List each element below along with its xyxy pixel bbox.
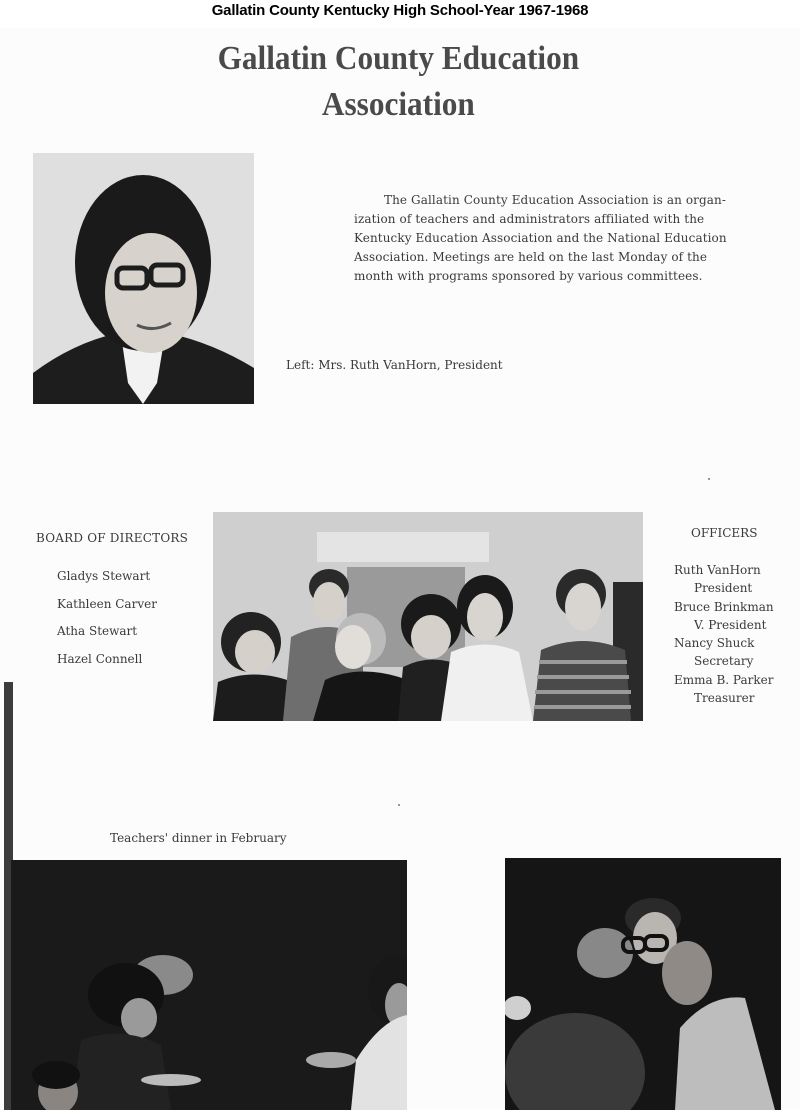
board-heading: BOARD OF DIRECTORS — [36, 531, 189, 545]
intro-paragraph — [354, 191, 754, 286]
officer-role: V. President — [694, 617, 767, 632]
portrait-photo — [33, 153, 254, 404]
group-photo — [213, 512, 643, 721]
intro-line-text: The Gallatin County Education Association is an organ- — [384, 193, 727, 207]
dinner-photo-right — [505, 858, 781, 1110]
officer-name: Nancy Shuck — [674, 636, 755, 651]
officer-name: Bruce Brinkman — [674, 599, 774, 614]
officer-name: Ruth VanHorn — [674, 563, 761, 577]
officers-list — [674, 561, 774, 707]
intro-line: month with programs sponsored by various committees. — [354, 269, 703, 283]
officer-role: Secretary — [694, 654, 754, 669]
dinner-left-image — [11, 860, 407, 1110]
group-image — [213, 512, 643, 721]
intro-line — [354, 191, 754, 210]
dinner-right-image — [505, 858, 781, 1110]
scan-speck — [398, 804, 400, 806]
board-member-list — [57, 566, 157, 676]
portrait-caption: Left: Mrs. Ruth VanHorn, President — [286, 358, 503, 372]
board-member: Gladys Stewart — [57, 569, 151, 583]
board-member: Kathleen Carver — [57, 596, 157, 611]
page-title-line-2: Association — [321, 86, 475, 123]
officer-role: President — [694, 581, 753, 596]
board-member: Atha Stewart — [57, 624, 138, 638]
officer-role: Treasurer — [694, 691, 755, 706]
portrait-image — [33, 153, 254, 404]
intro-line: Kentucky Education Association and the National Education — [354, 231, 727, 245]
officer-name: Emma B. Parker — [674, 672, 774, 687]
page-title-line-1: Gallatin County Education — [217, 40, 580, 77]
scan-speck — [708, 478, 710, 480]
page-header: Gallatin County Kentucky High School-Year 1967-1968 — [211, 2, 589, 19]
dinner-caption: Teachers' dinner in February — [110, 831, 287, 845]
intro-line: ization of teachers and administrators affiliated with the — [354, 212, 705, 226]
intro-line: Association. Meetings are held on the last Monday of the — [354, 250, 708, 264]
dinner-photo-left — [11, 860, 407, 1110]
board-member: Hazel Connell — [57, 651, 143, 666]
officers-heading: OFFICERS — [691, 526, 758, 540]
